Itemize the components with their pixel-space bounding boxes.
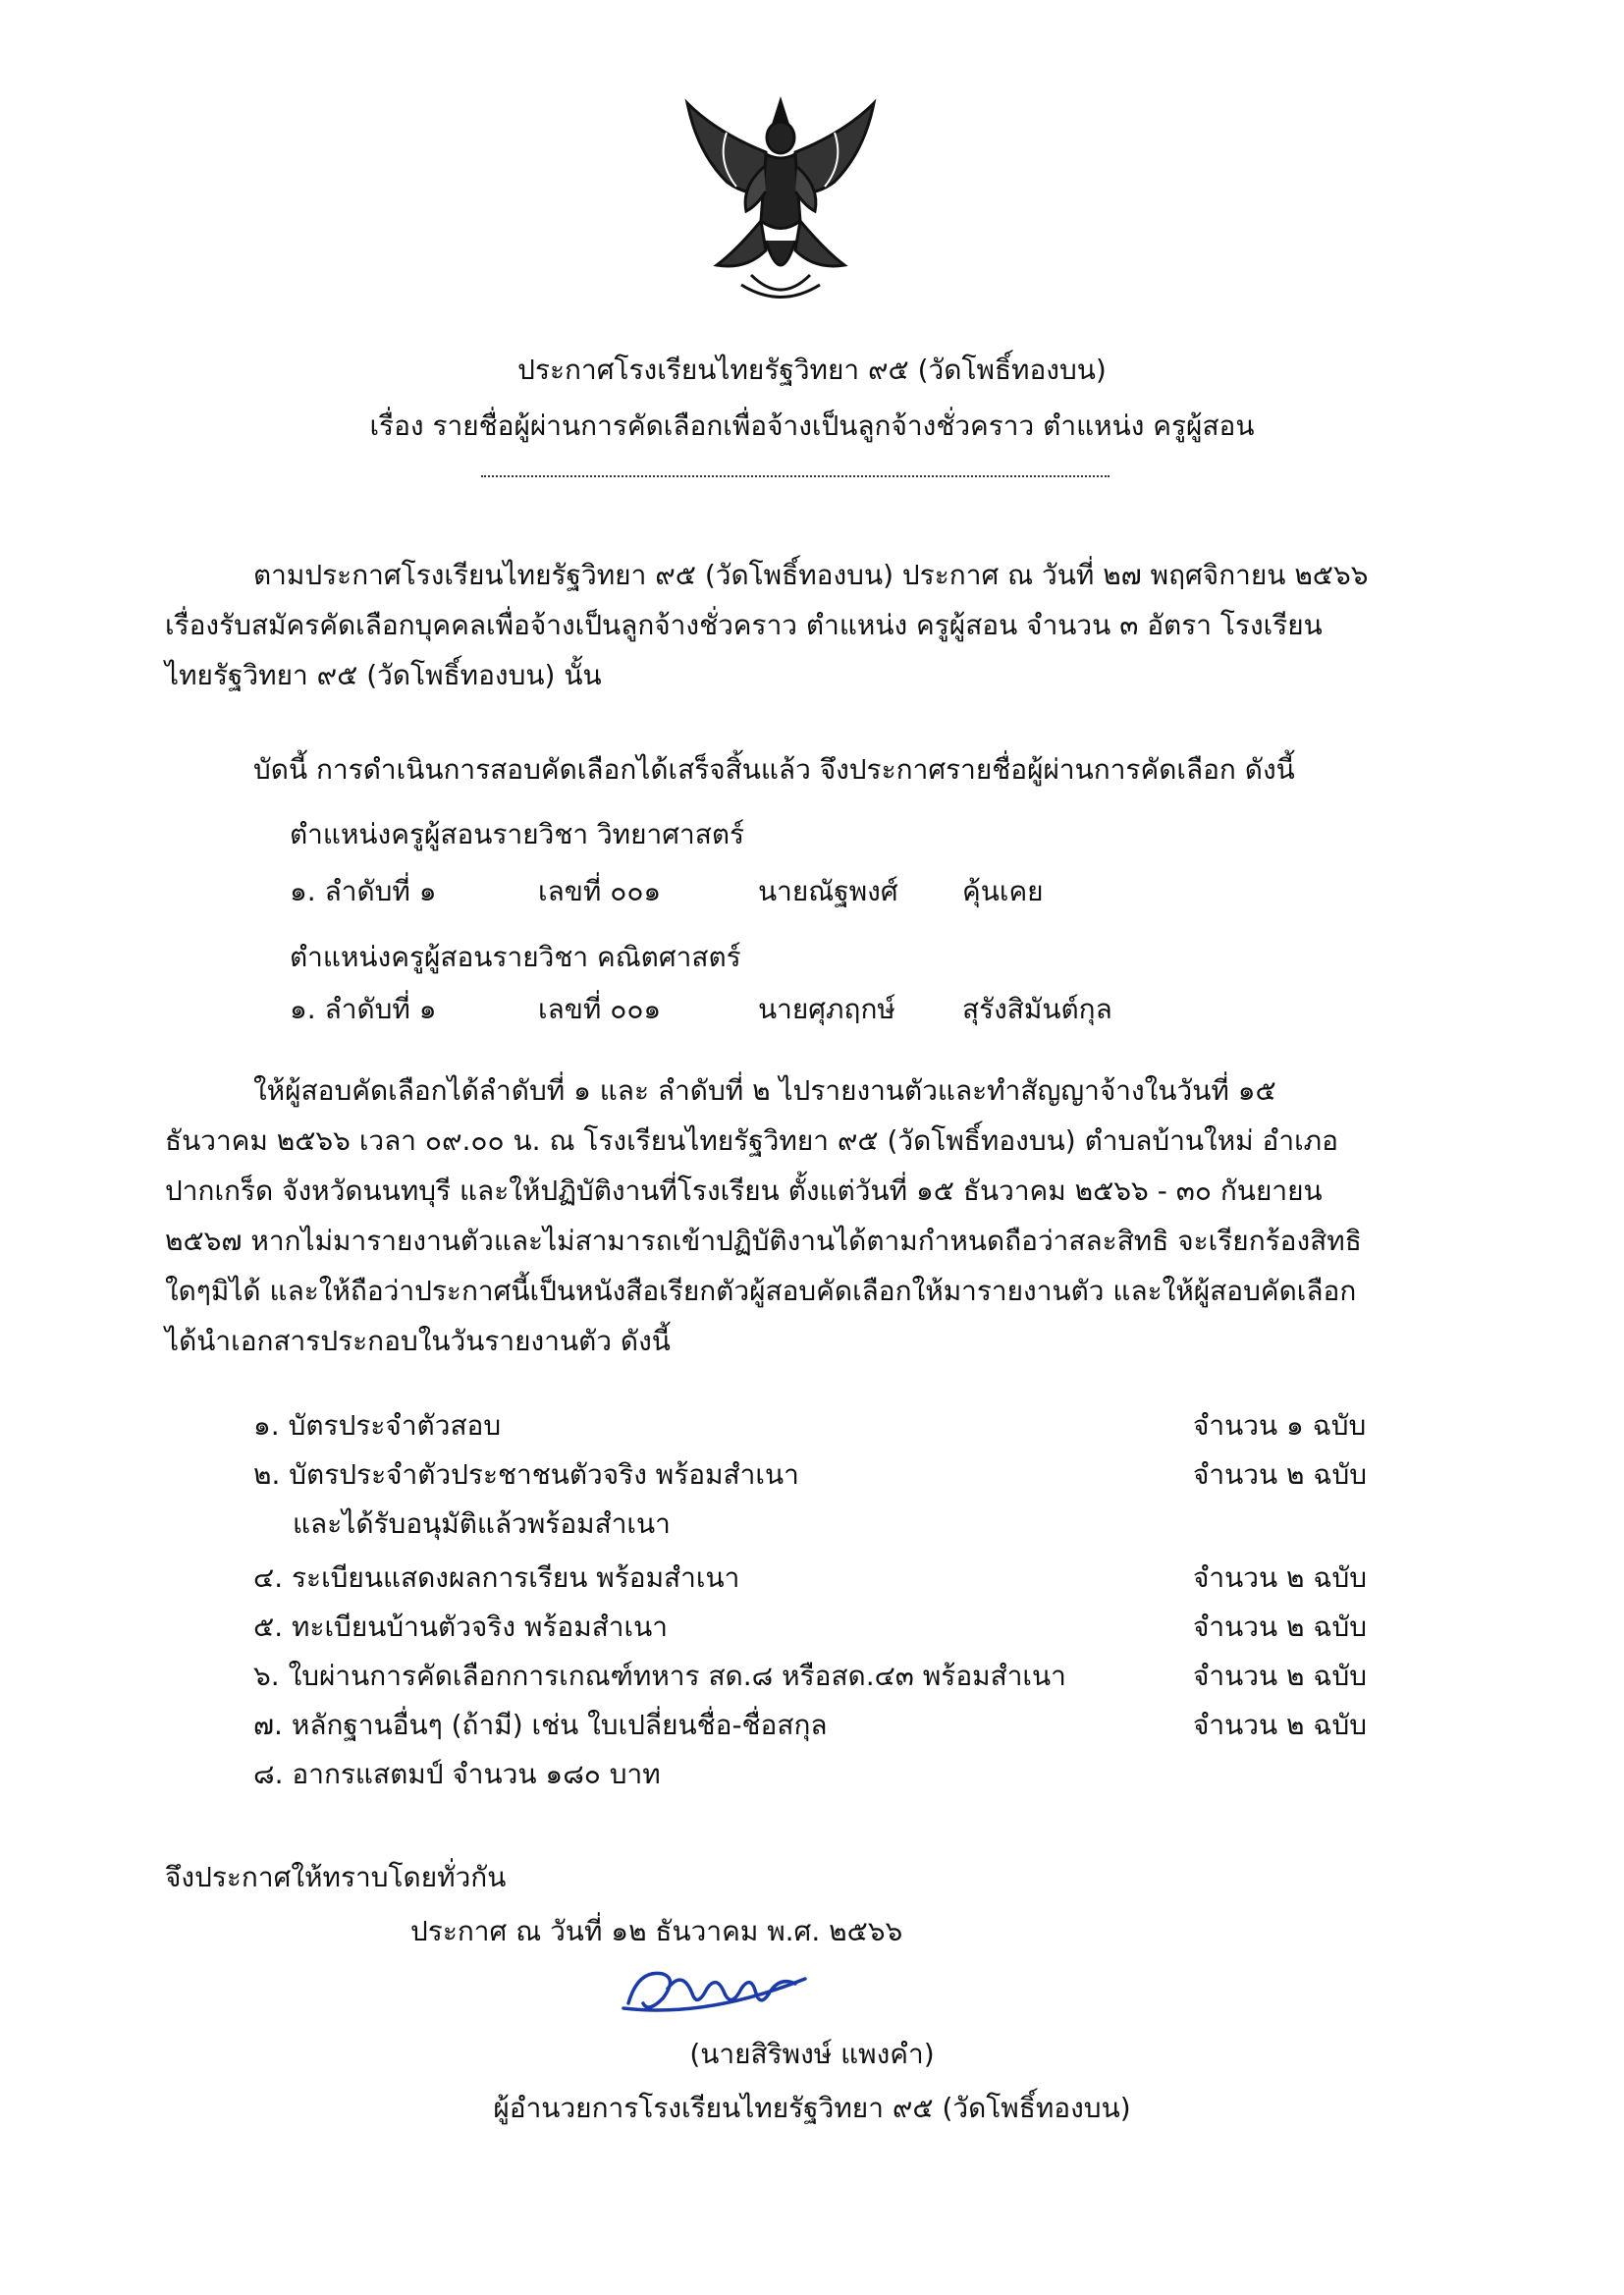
garuda-emblem-icon	[658, 93, 903, 309]
document-item: ๒. บัตรประจำตัวประชาชนตัวจริง พร้อมสำเนา	[253, 1458, 799, 1491]
candidate-first-name: นายศุภฤกษ์	[758, 993, 895, 1025]
candidate-last-name: สุรังสิมันต์กุล	[962, 993, 1112, 1025]
position-heading-math: ตำแหน่งครูผู้สอนรายวิชา คณิตศาสตร์	[290, 941, 741, 973]
document-item: ๗. หลักฐานอื่นๆ (ถ้ามี) เช่น ใบเปลี่ยนชื่อ-ชื่อสกุล	[253, 1709, 828, 1741]
document-item: ๕. ทะเบียนบ้านตัวจริง พร้อมสำเนา	[253, 1611, 668, 1643]
dotted-divider	[481, 462, 1110, 477]
candidate-number: เลขที่ ๐๐๑	[538, 993, 662, 1025]
document-item: ๖. ใบผ่านการคัดเลือกการเกณฑ์ทหาร สด.๘ หรือสด.๔๓ พร้อมสำเนา	[253, 1660, 1066, 1692]
candidate-first-name: นายณัฐพงศ์	[758, 875, 898, 907]
candidate-item: ๑. ลำดับที่ ๑	[290, 875, 437, 907]
signer-position: ผู้อำนวยการโรงเรียนไทยรัฐวิทยา ๙๕ (วัดโพธิ์ทองบน)	[493, 2092, 1131, 2124]
paragraph-intro: ตามประกาศโรงเรียนไทยรัฐวิทยา ๙๕ (วัดโพธิ์ทองบน) ประกาศ ณ วันที่ ๒๗ พฤศจิกายน ๒๕๖๖ เรื่องรับสมัครคัดเลือกบุคคลเพื่อจ้างเป็นลูกจ้างชั่วคราว ตำแหน่ง ครูผู้สอน จำนวน ๓ อัตรา โรงเรียนไทยรัฐวิทยา ๙๕ (วัดโพธิ์ทองบน) นั้น	[165, 559, 1369, 691]
announcement-subject: เรื่อง รายชื่อผู้ผ่านการคัดเลือกเพื่อจ้างเป็นลูกจ้างชั่วคราว ตำแหน่ง ครูผู้สอน	[369, 410, 1255, 442]
document-quantity: จำนวน ๒ ฉบับ	[1193, 1660, 1368, 1692]
signature	[609, 1949, 825, 2028]
document-quantity: จำนวน ๒ ฉบับ	[1193, 1458, 1368, 1491]
document-item: ๘. อากรแสตมป์ จำนวน ๑๘๐ บาท	[253, 1758, 661, 1790]
document-quantity: จำนวน ๒ ฉบับ	[1193, 1709, 1368, 1741]
document-item: ๔. ระเบียนแสดงผลการเรียน พร้อมสำเนา	[253, 1561, 740, 1594]
paragraph-report-instructions: ให้ผู้สอบคัดเลือกได้ลำดับที่ ๑ และ ลำดับที่ ๒ ไปรายงานตัวและทำสัญญาจ้างในวันที่ ๑๕ ธันวาคม ๒๕๖๖ เวลา ๐๙.๐๐ น. ณ โรงเรียนไทยรัฐวิทยา ๙๕ (วัดโพธิ์ทองบน) ตำบลบ้านใหม่ อำเภอปากเกร็ด จังหวัดนนทบุรี และให้ปฏิบัติงานที่โรงเรียน ตั้งแต่วันที่ ๑๕ ธันวาคม ๒๕๖๖ - ๓๐ กันยายน ๒๕๖๗ หากไม่มารายงานตัวและไม่สามารถเข้าปฏิบัติงานได้ตามกำหนดถือว่าสละสิทธิ จะเรียกร้องสิทธิใดๆมิได้ และให้ถือว่าประกาศนี้เป็นหนังสือเรียกตัวผู้สอบคัดเลือกให้มารายงานตัว และให้ผู้สอบคัดเลือกได้นำเอกสารประกอบในวันรายงานตัว ดังนี้	[165, 1074, 1362, 1357]
document-quantity: จำนวน ๒ ฉบับ	[1193, 1561, 1368, 1594]
document-quantity: จำนวน ๑ ฉบับ	[1193, 1409, 1367, 1442]
closing-statement: จึงประกาศให้ทราบโดยทั่วกัน	[165, 1861, 507, 1893]
document-item: ๑. บัตรประจำตัวสอบ	[253, 1409, 502, 1442]
document-item-continuation: และได้รับอนุมัติแล้วพร้อมสำเนา	[293, 1507, 671, 1540]
document-quantity: จำนวน ๒ ฉบับ	[1193, 1611, 1368, 1643]
signer-name: (นายสิริพงษ์ แพงคำ)	[689, 2038, 935, 2070]
candidate-item: ๑. ลำดับที่ ๑	[290, 993, 437, 1025]
candidate-number: เลขที่ ๐๐๑	[538, 875, 662, 907]
position-heading-science: ตำแหน่งครูผู้สอนรายวิชา วิทยาศาสตร์	[290, 818, 745, 850]
announcement-title: ประกาศโรงเรียนไทยรัฐวิทยา ๙๕ (วัดโพธิ์ทองบน)	[517, 354, 1107, 386]
paragraph-result-intro: บัดนี้ การดำเนินการสอบคัดเลือกได้เสร็จสิ้นแล้ว จึงประกาศรายชื่อผู้ผ่านการคัดเลือก ดังนี้	[253, 753, 1295, 786]
announcement-date: ประกาศ ณ วันที่ ๑๒ ธันวาคม พ.ศ. ๒๕๖๖	[410, 1915, 903, 1947]
candidate-last-name: คุ้นเคย	[962, 875, 1044, 907]
